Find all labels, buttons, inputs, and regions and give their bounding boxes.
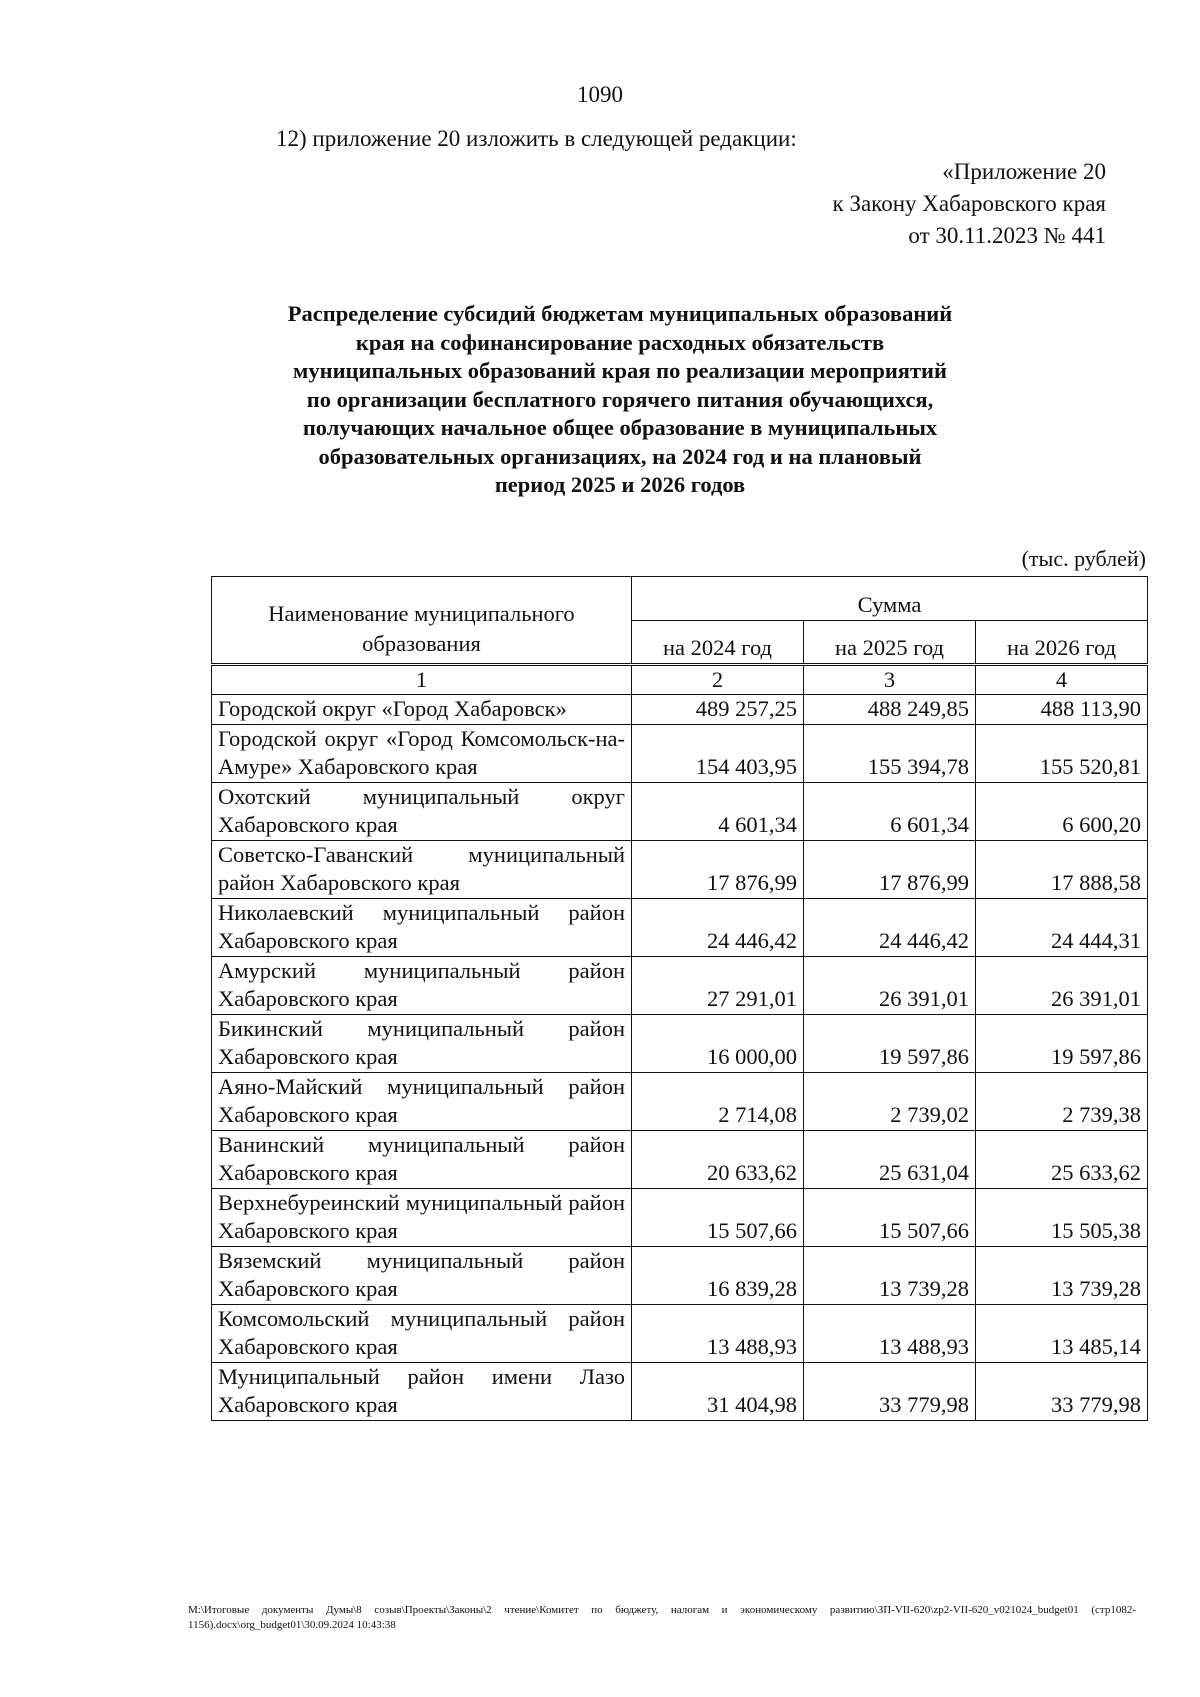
value-2026: 488 113,90	[976, 695, 1148, 725]
value-2024: 24 446,42	[632, 898, 804, 956]
municipality-name: Николаевский муниципальный район Хабаровского края	[212, 898, 632, 956]
value-2026: 13 739,28	[976, 1246, 1148, 1304]
value-2024: 13 488,93	[632, 1304, 804, 1362]
value-2025: 155 394,78	[804, 724, 976, 782]
appendix-line-3: от 30.11.2023 № 441	[908, 223, 1106, 248]
appendix-line-1: «Приложение 20	[942, 159, 1106, 184]
title-line: получающих начальное общее образование в муниципальных	[302, 415, 938, 440]
value-2026: 155 520,81	[976, 724, 1148, 782]
value-2026: 6 600,20	[976, 782, 1148, 840]
table-row	[212, 1188, 1148, 1246]
table-row	[212, 1072, 1148, 1130]
document-title	[200, 300, 1040, 500]
column-number-row	[212, 665, 1148, 695]
value-2026: 19 597,86	[976, 1014, 1148, 1072]
value-2024: 2 714,08	[632, 1072, 804, 1130]
table-row	[212, 840, 1148, 898]
subsidy-table	[211, 576, 1148, 1421]
column-number: 1	[212, 665, 632, 695]
table-row	[212, 1130, 1148, 1188]
value-2025: 19 597,86	[804, 1014, 976, 1072]
value-2025: 488 249,85	[804, 695, 976, 725]
header-name: Наименование муниципального образования	[212, 577, 632, 665]
value-2024: 489 257,25	[632, 695, 804, 725]
municipality-name: Городской округ «Город Хабаровск»	[212, 695, 632, 725]
column-number: 4	[976, 665, 1148, 695]
value-2025: 25 631,04	[804, 1130, 976, 1188]
table-row	[212, 695, 1148, 725]
value-2025: 13 488,93	[804, 1304, 976, 1362]
municipality-name: Муниципальный район имени Лазо Хабаровского края	[212, 1362, 632, 1420]
value-2026: 24 444,31	[976, 898, 1148, 956]
title-line: края на софинансирование расходных обязательств	[355, 329, 885, 355]
value-2025: 2 739,02	[804, 1072, 976, 1130]
municipality-name: Охотский муниципальный округ Хабаровского края	[212, 782, 632, 840]
value-2026: 25 633,62	[976, 1130, 1148, 1188]
value-2025: 26 391,01	[804, 956, 976, 1014]
value-2024: 15 507,66	[632, 1188, 804, 1246]
value-2026: 33 779,98	[976, 1362, 1148, 1420]
value-2024: 16 839,28	[632, 1246, 804, 1304]
value-2024: 154 403,95	[632, 724, 804, 782]
municipality-name: Бикинский муниципальный район Хабаровского края	[212, 1014, 632, 1072]
municipality-name: Верхнебуреинский муниципальный район Хабаровского края	[212, 1188, 632, 1246]
intro-text: 12) приложение 20 изложить в следующей редакции:	[276, 126, 797, 151]
value-2025: 6 601,34	[804, 782, 976, 840]
appendix-line-2: к Закону Хабаровского края	[832, 191, 1106, 216]
table-row	[212, 724, 1148, 782]
value-2026: 15 505,38	[976, 1188, 1148, 1246]
municipality-name: Городской округ «Город Комсомольск-на-Амуре» Хабаровского края	[212, 724, 632, 782]
municipality-name: Аяно-Майский муниципальный район Хабаровского края	[212, 1072, 632, 1130]
table-row	[212, 782, 1148, 840]
appendix-reference	[706, 156, 1106, 252]
table-header-row	[212, 577, 1148, 621]
value-2024: 20 633,62	[632, 1130, 804, 1188]
value-2024: 31 404,98	[632, 1362, 804, 1420]
value-2026: 13 485,14	[976, 1304, 1148, 1362]
file-path-footer: M:\Итоговые документы Думы\8 созыв\Проекты\Законы\2 чтение\Комитет по бюджету, налогам и экономическому развитию\ЗП-VII-620\zp2-VII-620_v021024_budget01 (стр1082-1156).docx\org_budget01\30.09.2024 10:43:38	[188, 1604, 1136, 1631]
unit-label: (тыс. рублей)	[1021, 546, 1146, 571]
value-2024: 4 601,34	[632, 782, 804, 840]
municipality-name: Комсомольский муниципальный район Хабаровского края	[212, 1304, 632, 1362]
page-number: 1090	[577, 82, 623, 107]
table-row	[212, 1362, 1148, 1420]
header-sum: Сумма	[632, 577, 1148, 621]
table-row	[212, 956, 1148, 1014]
value-2024: 27 291,01	[632, 956, 804, 1014]
value-2024: 17 876,99	[632, 840, 804, 898]
value-2026: 17 888,58	[976, 840, 1148, 898]
municipality-name: Ванинский муниципальный район Хабаровского края	[212, 1130, 632, 1188]
municipality-name: Советско-Гаванский муниципальный район Хабаровского края	[212, 840, 632, 898]
table-row	[212, 1246, 1148, 1304]
value-2026: 2 739,38	[976, 1072, 1148, 1130]
column-number: 2	[632, 665, 804, 695]
table-row	[212, 1304, 1148, 1362]
header-year-2026: на 2026 год	[976, 621, 1148, 665]
value-2025: 24 446,42	[804, 898, 976, 956]
title-line: по организации бесплатного горячего питания обучающихся,	[306, 386, 934, 412]
value-2025: 15 507,66	[804, 1188, 976, 1246]
title-line: муниципальных образований края по реализации мероприятий	[293, 358, 947, 383]
title-line: образовательных организациях, на 2024 год и на плановый	[318, 443, 922, 469]
value-2026: 26 391,01	[976, 956, 1148, 1014]
title-line: период 2025 и 2026 годов	[494, 472, 746, 497]
municipality-name: Вяземский муниципальный район Хабаровского края	[212, 1246, 632, 1304]
value-2025: 17 876,99	[804, 840, 976, 898]
table-row	[212, 898, 1148, 956]
value-2025: 13 739,28	[804, 1246, 976, 1304]
value-2025: 33 779,98	[804, 1362, 976, 1420]
header-year-2024: на 2024 год	[632, 621, 804, 665]
header-year-2025: на 2025 год	[804, 621, 976, 665]
table-row	[212, 1014, 1148, 1072]
value-2024: 16 000,00	[632, 1014, 804, 1072]
municipality-name: Амурский муниципальный район Хабаровского края	[212, 956, 632, 1014]
title-line: Распределение субсидий бюджетам муниципальных образований	[287, 301, 953, 326]
column-number: 3	[804, 665, 976, 695]
